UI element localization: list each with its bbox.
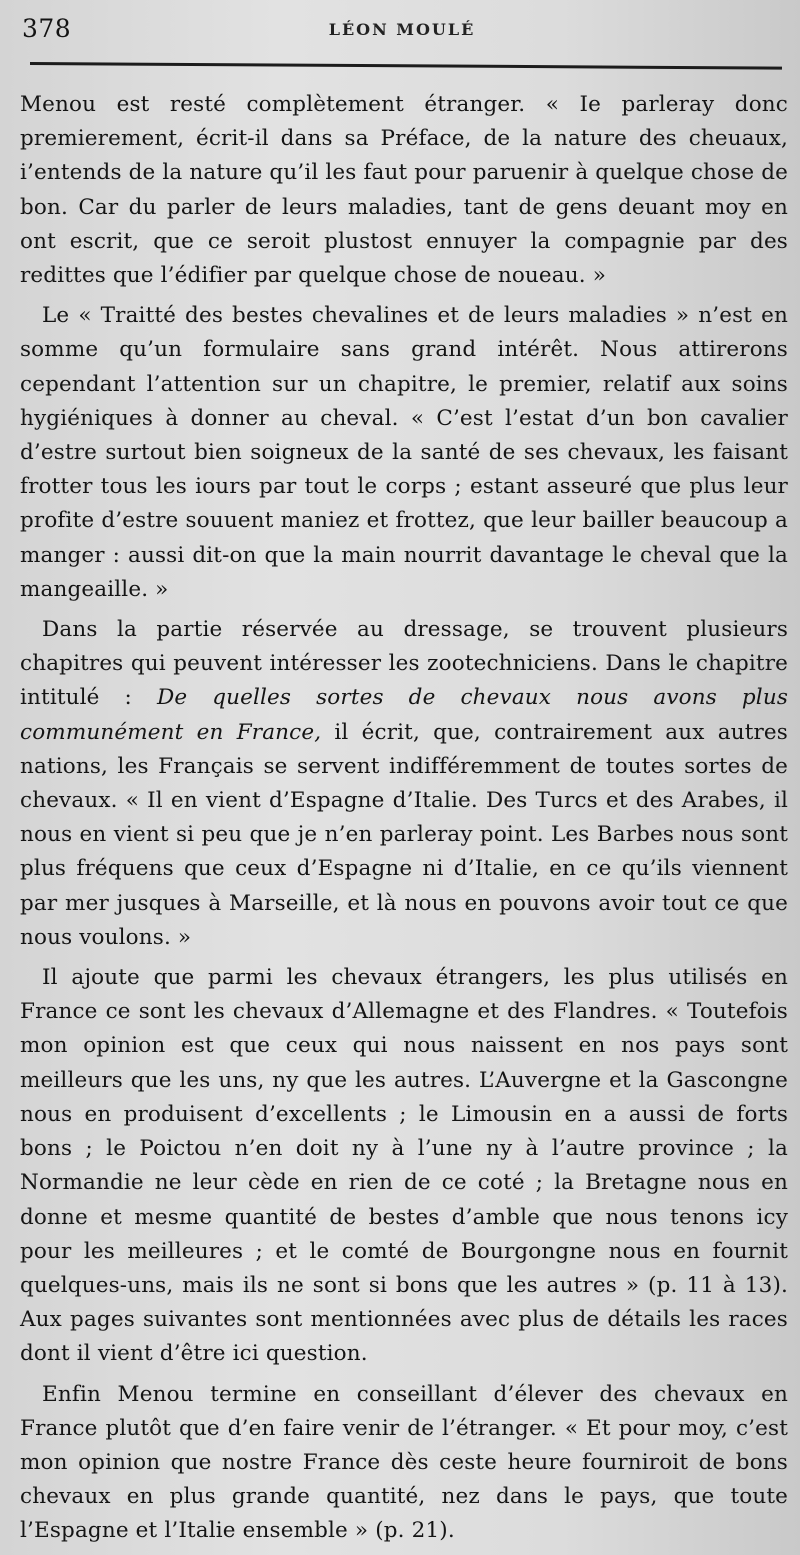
page-number: 378 <box>22 14 72 43</box>
paragraph-1-text: Menou est resté complètement étranger. « Ie parleray donc premierement, écrit-il dans sa Préface, de la nature des cheuaux, i’entends de la nature qu’il les faut pour paruenir à quelque chose de bon. Car du parler de leurs maladies, tant de gens deuant moy en ont escrit, que ce seroit plustost ennuyer la compagnie par des redittes que l’édifier par quelque chose de noueau. » <box>20 92 788 289</box>
paragraph-3-text-before: Dans la partie réservée au dressage, se trouvent plusieurs chapitres qui peuvent intéresser les zootechniciens. Dans le chapitre intitulé : <box>20 617 788 711</box>
paragraph-1 <box>20 88 788 293</box>
paragraph-3-text-after: il écrit, que, contrairement aux autres nations, les Français se servent indifféremment de toutes sortes de chevaux. « Il en vient d’Espagne d’Italie. Des Turcs et des Arabes, il nous en vient si peu que je n’en parleray point. Les Barbes nous sont plus fréquens que ceux d’Espagne ni d’Italie, en ce qu’ils viennent par mer jusques à Marseille, et là nous en pouvons avoir tout ce que nous voulons. » <box>20 719 788 950</box>
body-text <box>20 88 788 1555</box>
header-rule <box>30 62 782 70</box>
paragraph-5-text: Enfin Menou termine en conseillant d’élever des chevaux en France plutôt que d’en faire venir de l’étranger. « Et pour moy, c’est mon opinion que nostre France dès ceste heure fourniroit de bons chevaux en plus grande quantité, nez dans le pays, que toute l’Espagne et l’Italie ensemble » (p. 21). <box>20 1381 788 1544</box>
paragraph-2-text: Le « Traitté des bestes chevalines et de leurs maladies » n’est en somme qu’un formulaire sans grand intérêt. Nous attirerons cependant l’attention sur un chapitre, le premier, relatif aux soins hygiéniques à donner au cheval. « C’est l’estat d’un bon cavalier d’estre surtout bien soigneux de la santé de ses chevaux, les faisant frotter tous les iours par tout le corps ; estant asseuré que plus leur profite d’estre souuent maniez et frottez, que leur bailler beaucoup a manger : aussi dit-on que la main nourrit davantage le cheval que la mangeaille. » <box>20 303 788 602</box>
chapter-title-italic: De quelles sortes de chevaux nous avons plus communément en France, <box>20 685 789 745</box>
running-title: LÉON MOULÉ <box>328 20 476 39</box>
paragraph-4 <box>20 961 788 1371</box>
paragraph-4-text: Il ajoute que parmi les chevaux étrangers, les plus utilisés en France ce sont les chevaux d’Allemagne et des Flandres. « Toutefois mon opinion est que ceux qui nous naissent en nos pays sont meilleurs que les uns, ny que les autres. L’Auvergne et la Gascongne nous en produisent d’excellents ; le Limousin en a aussi de forts bons ; le Poictou n’en doit ny à l’une ny à l’autre province ; la Normandie ne leur cède en rien de ce coté ; la Bretagne nous en donne et mesme quantité de bestes d’amble que nous tenons icy pour les meilleures ; et le comté de Bourgongne nous en fournit quelques-uns, mais ils ne sont si bons que les autres » (p. 11 à 13). Aux pages suivantes sont mentionnées avec plus de détails les races dont il vient d’être ici question. <box>20 965 788 1367</box>
paragraph-5 <box>20 1378 788 1549</box>
paragraph-2 <box>20 299 788 607</box>
running-header <box>22 14 782 54</box>
paragraph-3 <box>20 613 788 955</box>
